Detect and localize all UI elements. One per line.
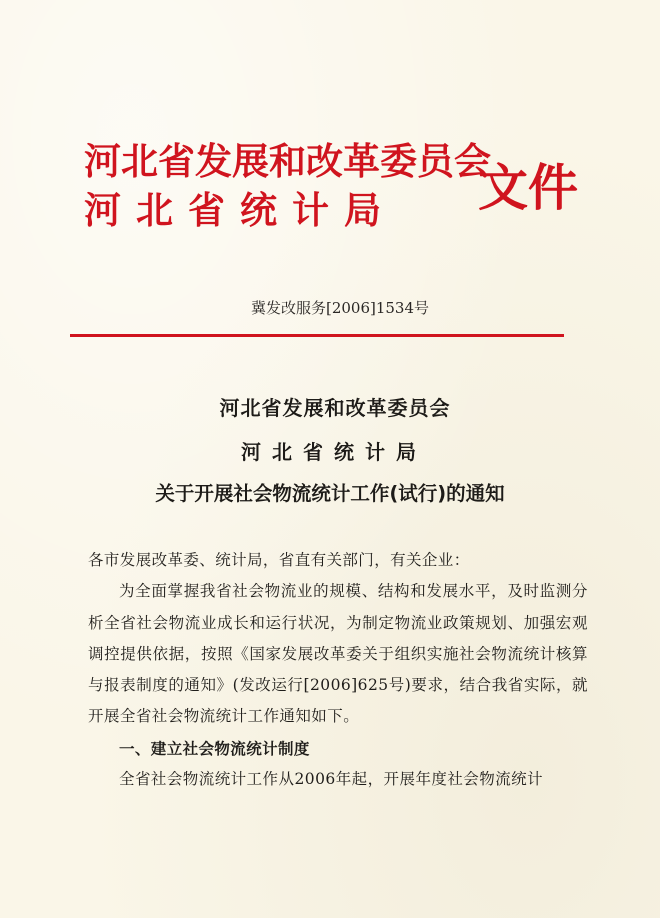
- document-header: [84, 125, 584, 235]
- issuing-org-2: 河北省统计局: [84, 189, 396, 232]
- paragraph-section-1: 全省社会物流统计工作从2006年起，开展年度社会物流统计: [119, 770, 544, 789]
- title-line-1: 河北省发展和改革委员会: [219, 396, 451, 420]
- title-line-2: 河北省统计局: [241, 440, 427, 464]
- document-number: 冀发改服务[2006]1534号: [250, 299, 430, 317]
- document-type-word: 文件: [478, 159, 578, 217]
- section-heading-1: 一、建立社会物流统计制度: [119, 738, 310, 758]
- notice-body: [88, 545, 588, 795]
- red-divider-line: [70, 334, 564, 337]
- salutation: 各市发展改革委、统计局，省直有关部门，有关企业：: [88, 551, 470, 569]
- title-line-3: 关于开展社会物流统计工作(试行)的通知: [155, 482, 505, 505]
- paragraph-intro: 为全面掌握我省社会物流业的规模、结构和发展水平，及时监测分析全省社会物流业成长和运行状况，为制定物流业政策规划、加强宏观调控提供依据，按照《国家发展改革委关于组织实施社会物流统计核算与报表制度的通知》(发改运行[2006]625号)要求，结合我省实际，就开展全省社会物流统计工作通知如下。: [88, 582, 588, 726]
- notice-title: [0, 392, 660, 506]
- issuing-org-1: 河北省发展和改革委员会: [84, 140, 491, 183]
